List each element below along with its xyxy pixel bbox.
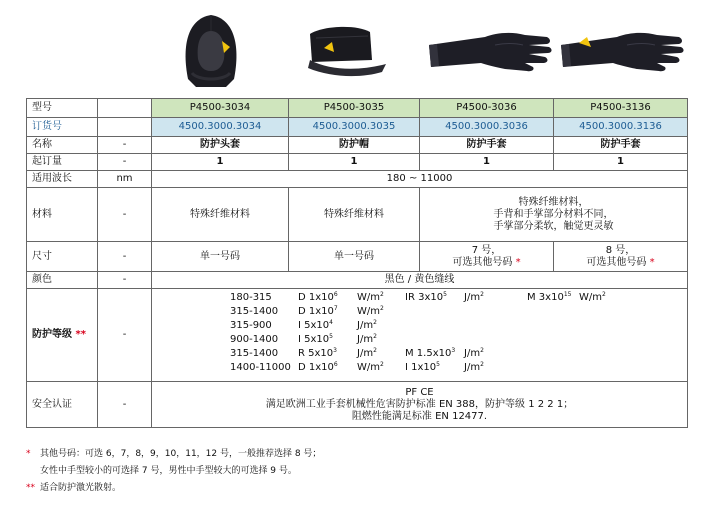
name-value: 防护帽: [289, 137, 420, 154]
protection-grid: [152, 289, 687, 381]
size-label: 尺寸: [27, 242, 98, 272]
wavelength-range: 315-1400: [230, 348, 279, 359]
moq-unit: -: [98, 154, 152, 171]
wavelength-row: [27, 171, 688, 188]
size-line: 8 号，: [605, 244, 636, 256]
damage-value: R $5x10^3$: [298, 347, 337, 359]
hood-icon: [178, 9, 244, 91]
size-glove-2: [554, 242, 688, 272]
secondary-value: I $1x10^5$: [405, 361, 440, 373]
glove-image-2: [556, 6, 686, 94]
moq-value: 1: [152, 154, 289, 171]
secondary-unit: $J/m^2$: [464, 291, 484, 303]
material-row: [27, 188, 688, 242]
moq-value: 1: [554, 154, 688, 171]
footnote-mark: *: [649, 256, 655, 268]
damage-unit: $W/m^2$: [357, 361, 384, 373]
name-value: 防护头套: [152, 137, 289, 154]
size-glove-1: [420, 242, 554, 272]
material-gloves-value: [420, 188, 688, 242]
size-line: 可选其他号码: [452, 256, 513, 268]
damage-unit: $J/m^2$: [357, 333, 377, 345]
footnotes: [26, 446, 321, 497]
wavelength-range: 1400-11000: [230, 362, 291, 373]
wavelength-range: 315-1400: [230, 306, 279, 317]
secondary-unit: $J/m^2$: [464, 347, 484, 359]
protection-values: [152, 289, 688, 382]
color-unit: -: [98, 272, 152, 289]
moq-label: 起订量: [27, 154, 98, 171]
order-number: 4500.3000.3136: [554, 118, 688, 137]
size-row: [27, 242, 688, 272]
footnote-mark: **: [75, 329, 86, 340]
order-number: 4500.3000.3036: [420, 118, 554, 137]
damage-unit: $W/m^2$: [357, 291, 384, 303]
footnote: [26, 480, 321, 497]
color-row: [27, 272, 688, 289]
name-row: [27, 137, 688, 154]
cert-line: 满足欧洲工业手套机械性危害防护标准 EN 388，防护等级 1 2 2 1；: [265, 398, 574, 410]
wavelength-range: 315-900: [230, 320, 272, 331]
wavelength-range: 900-1400: [230, 334, 279, 345]
material-line: 手背和手掌部分材料不同，: [493, 208, 614, 220]
glove-icon: [557, 25, 685, 75]
cert-value: [152, 382, 688, 428]
footnote-text: 适合防护激光散射。: [40, 483, 122, 493]
size-line: 可选其他号码: [586, 256, 647, 268]
protection-line: [152, 292, 687, 305]
model-label: 型号: [27, 99, 98, 118]
name-value: 防护手套: [554, 137, 688, 154]
protection-row: [27, 289, 688, 382]
protection-label: 防护等级: [32, 329, 72, 340]
material-line: 特殊纤维材料，: [518, 196, 589, 208]
glove-icon: [425, 25, 553, 75]
damage-unit: $J/m^2$: [357, 347, 377, 359]
protection-line: [152, 348, 687, 361]
model-cell: P4500-3034: [152, 99, 289, 118]
tertiary-unit: $W/m^2$: [579, 291, 606, 303]
footnote-mark: *: [26, 449, 31, 459]
footnote-mark: **: [26, 483, 35, 493]
product-images: [0, 0, 714, 98]
moq-value: 1: [289, 154, 420, 171]
name-label: 名称: [27, 137, 98, 154]
size-line: 7 号，: [471, 244, 502, 256]
wavelength-range: 180-315: [230, 292, 272, 303]
footnote: [26, 446, 321, 463]
order-label: 订货号: [27, 118, 98, 137]
size-value: 单一号码: [289, 242, 420, 272]
protection-line: [152, 306, 687, 319]
damage-value: I $5x10^4$: [298, 319, 333, 331]
color-label: 颜色: [27, 272, 98, 289]
protection-line: [152, 334, 687, 347]
tertiary-value: M $3x10^{15}$: [527, 291, 572, 303]
damage-value: D $1x10^6$: [298, 361, 338, 373]
footnote-mark: *: [515, 256, 521, 268]
protection-label-cell: [27, 289, 98, 382]
material-value: 特殊纤维材料: [152, 188, 289, 242]
model-unit: [98, 99, 152, 118]
secondary-value: IR $3x10^5$: [405, 291, 447, 303]
wavelength-value: 180 ~ 11000: [152, 171, 688, 188]
material-line: 手掌部分柔软，触觉更灵敏: [493, 220, 614, 232]
size-value: 单一号码: [152, 242, 289, 272]
damage-value: I $5x10^5$: [298, 333, 333, 345]
size-unit: -: [98, 242, 152, 272]
order-number: 4500.3000.3034: [152, 118, 289, 137]
order-row: [27, 118, 688, 137]
order-unit: [98, 118, 152, 137]
color-value: 黑色 / 黄色缝线: [152, 272, 688, 289]
moq-value: 1: [420, 154, 554, 171]
protection-line: [152, 362, 687, 375]
protection-unit: -: [98, 289, 152, 382]
model-cell: P4500-3035: [289, 99, 420, 118]
name-unit: -: [98, 137, 152, 154]
model-row: [27, 99, 688, 118]
order-number: 4500.3000.3035: [289, 118, 420, 137]
cert-line: PF CE: [405, 386, 434, 398]
damage-unit: $W/m^2$: [357, 305, 384, 317]
footnote: [26, 463, 321, 480]
model-cell: P4500-3036: [420, 99, 554, 118]
wavelength-unit: nm: [98, 171, 152, 188]
footnote-text: 女性中手型较小的可选择 7 号，男性中手型较大的可选择 9 号。: [40, 466, 297, 476]
name-value: 防护手套: [420, 137, 554, 154]
material-unit: -: [98, 188, 152, 242]
cap-image: [300, 6, 390, 94]
hood-image: [176, 6, 246, 94]
cap-icon: [302, 20, 388, 80]
protection-line: [152, 320, 687, 333]
cert-row: [27, 382, 688, 428]
damage-value: D $1x10^7$: [298, 305, 338, 317]
material-label: 材料: [27, 188, 98, 242]
cert-line: 阻燃性能满足标准 EN 12477.: [351, 410, 488, 422]
damage-value: D $1x10^6$: [298, 291, 338, 303]
secondary-value: M $1.5x10^3$: [405, 347, 456, 359]
material-value: 特殊纤维材料: [289, 188, 420, 242]
spec-table: [26, 98, 688, 428]
glove-image-1: [424, 6, 554, 94]
damage-unit: $J/m^2$: [357, 319, 377, 331]
cert-label: 安全认证: [27, 382, 98, 428]
secondary-unit: $J/m^2$: [464, 361, 484, 373]
footnote-text: 其他号码：可选 6，7，8，9，10，11，12 号，一般推荐选择 8 号；: [40, 449, 322, 459]
model-cell: P4500-3136: [554, 99, 688, 118]
wavelength-label: 适用波长: [27, 171, 98, 188]
cert-unit: -: [98, 382, 152, 428]
moq-row: [27, 154, 688, 171]
